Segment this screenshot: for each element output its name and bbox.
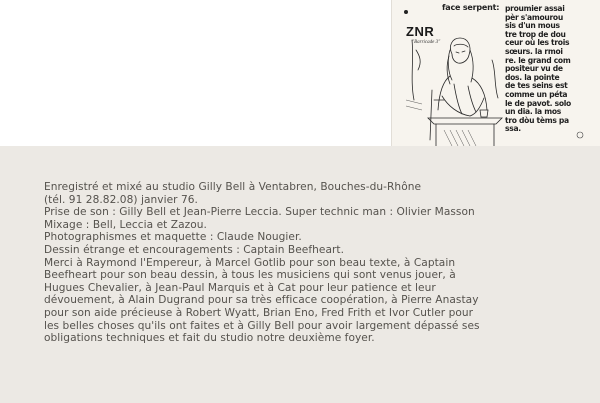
- credits-line: Photographismes et maquette : Claude Nougier.: [44, 231, 302, 244]
- band-name: ZNR: [406, 24, 435, 39]
- poem-line: dos. la pointe: [505, 72, 560, 82]
- credits-line: Merci à Raymond l'Empereur, à Marcel Gotlib pour son beau texte, à Captain: [44, 256, 456, 269]
- album-cover: [392, 0, 600, 150]
- cover-poem: [505, 5, 597, 134]
- poem-line: ssa.: [505, 124, 521, 134]
- credits-line: les belles choses qu'ils ont faites et à Gilly Bell pour avoir largement dépassé ses: [44, 319, 480, 332]
- poem-line: pèr s'amourou: [505, 12, 563, 22]
- credits-line: pour son aide précieuse à Robert Wyatt, Brian Eno, Fred Frith et Ivor Cutler pour: [44, 306, 474, 319]
- album-title: "Barricade 3": [412, 40, 441, 45]
- credits-line: Hugues Chevalier, à Jean-Paul Marquis et à Cat pour leur patience et leur: [44, 281, 436, 294]
- face-title: face serpent:: [442, 3, 500, 12]
- poem-line: positeur vu de: [505, 64, 563, 74]
- poem-line: proumier assai: [505, 4, 565, 13]
- poem-line: tre trop de dou: [505, 29, 566, 39]
- credits-line: Dessin étrange et encouragements : Captain Beefheart.: [44, 243, 345, 256]
- credits-line: Prise de son : Gilly Bell et Jean-Pierre Leccia. Super technic man : Olivier Masson: [44, 206, 475, 219]
- credits-text: [44, 181, 564, 345]
- credits-line: Mixage : Bell, Leccia et Zazou.: [44, 218, 207, 231]
- poem-line: de tes seins est: [505, 81, 568, 91]
- poem-line: sœurs. la rmoi: [505, 46, 563, 56]
- credits-line: obligations techniques et fait du studio notre deuxième foyer.: [44, 332, 375, 345]
- credits-line: (tél. 91 28.82.08) janvier 76.: [44, 193, 198, 206]
- poem-line: ceur où les trois: [505, 38, 570, 48]
- credits-line: dévouement, à Alain Dugrand pour sa très efficace coopération, à Pierre Anastay: [44, 294, 479, 307]
- poem-line: sis d'un mous: [505, 21, 560, 31]
- poem-line: re. le grand com: [505, 55, 571, 65]
- credits-line: Enregistré et mixé au studio Gilly Bell à Ventabren, Bouches-du-Rhône: [44, 181, 422, 193]
- poem-line: tro dòu tèms pa: [505, 115, 569, 125]
- poem-line: un dia. la mos: [505, 107, 561, 117]
- poem-line: le de pavot. solo: [505, 98, 571, 108]
- credits-line: Beefheart pour son beau dessin, à tous les musiciens qui sont venus jouer, à: [44, 269, 456, 282]
- poem-line: comme un péta: [505, 89, 568, 99]
